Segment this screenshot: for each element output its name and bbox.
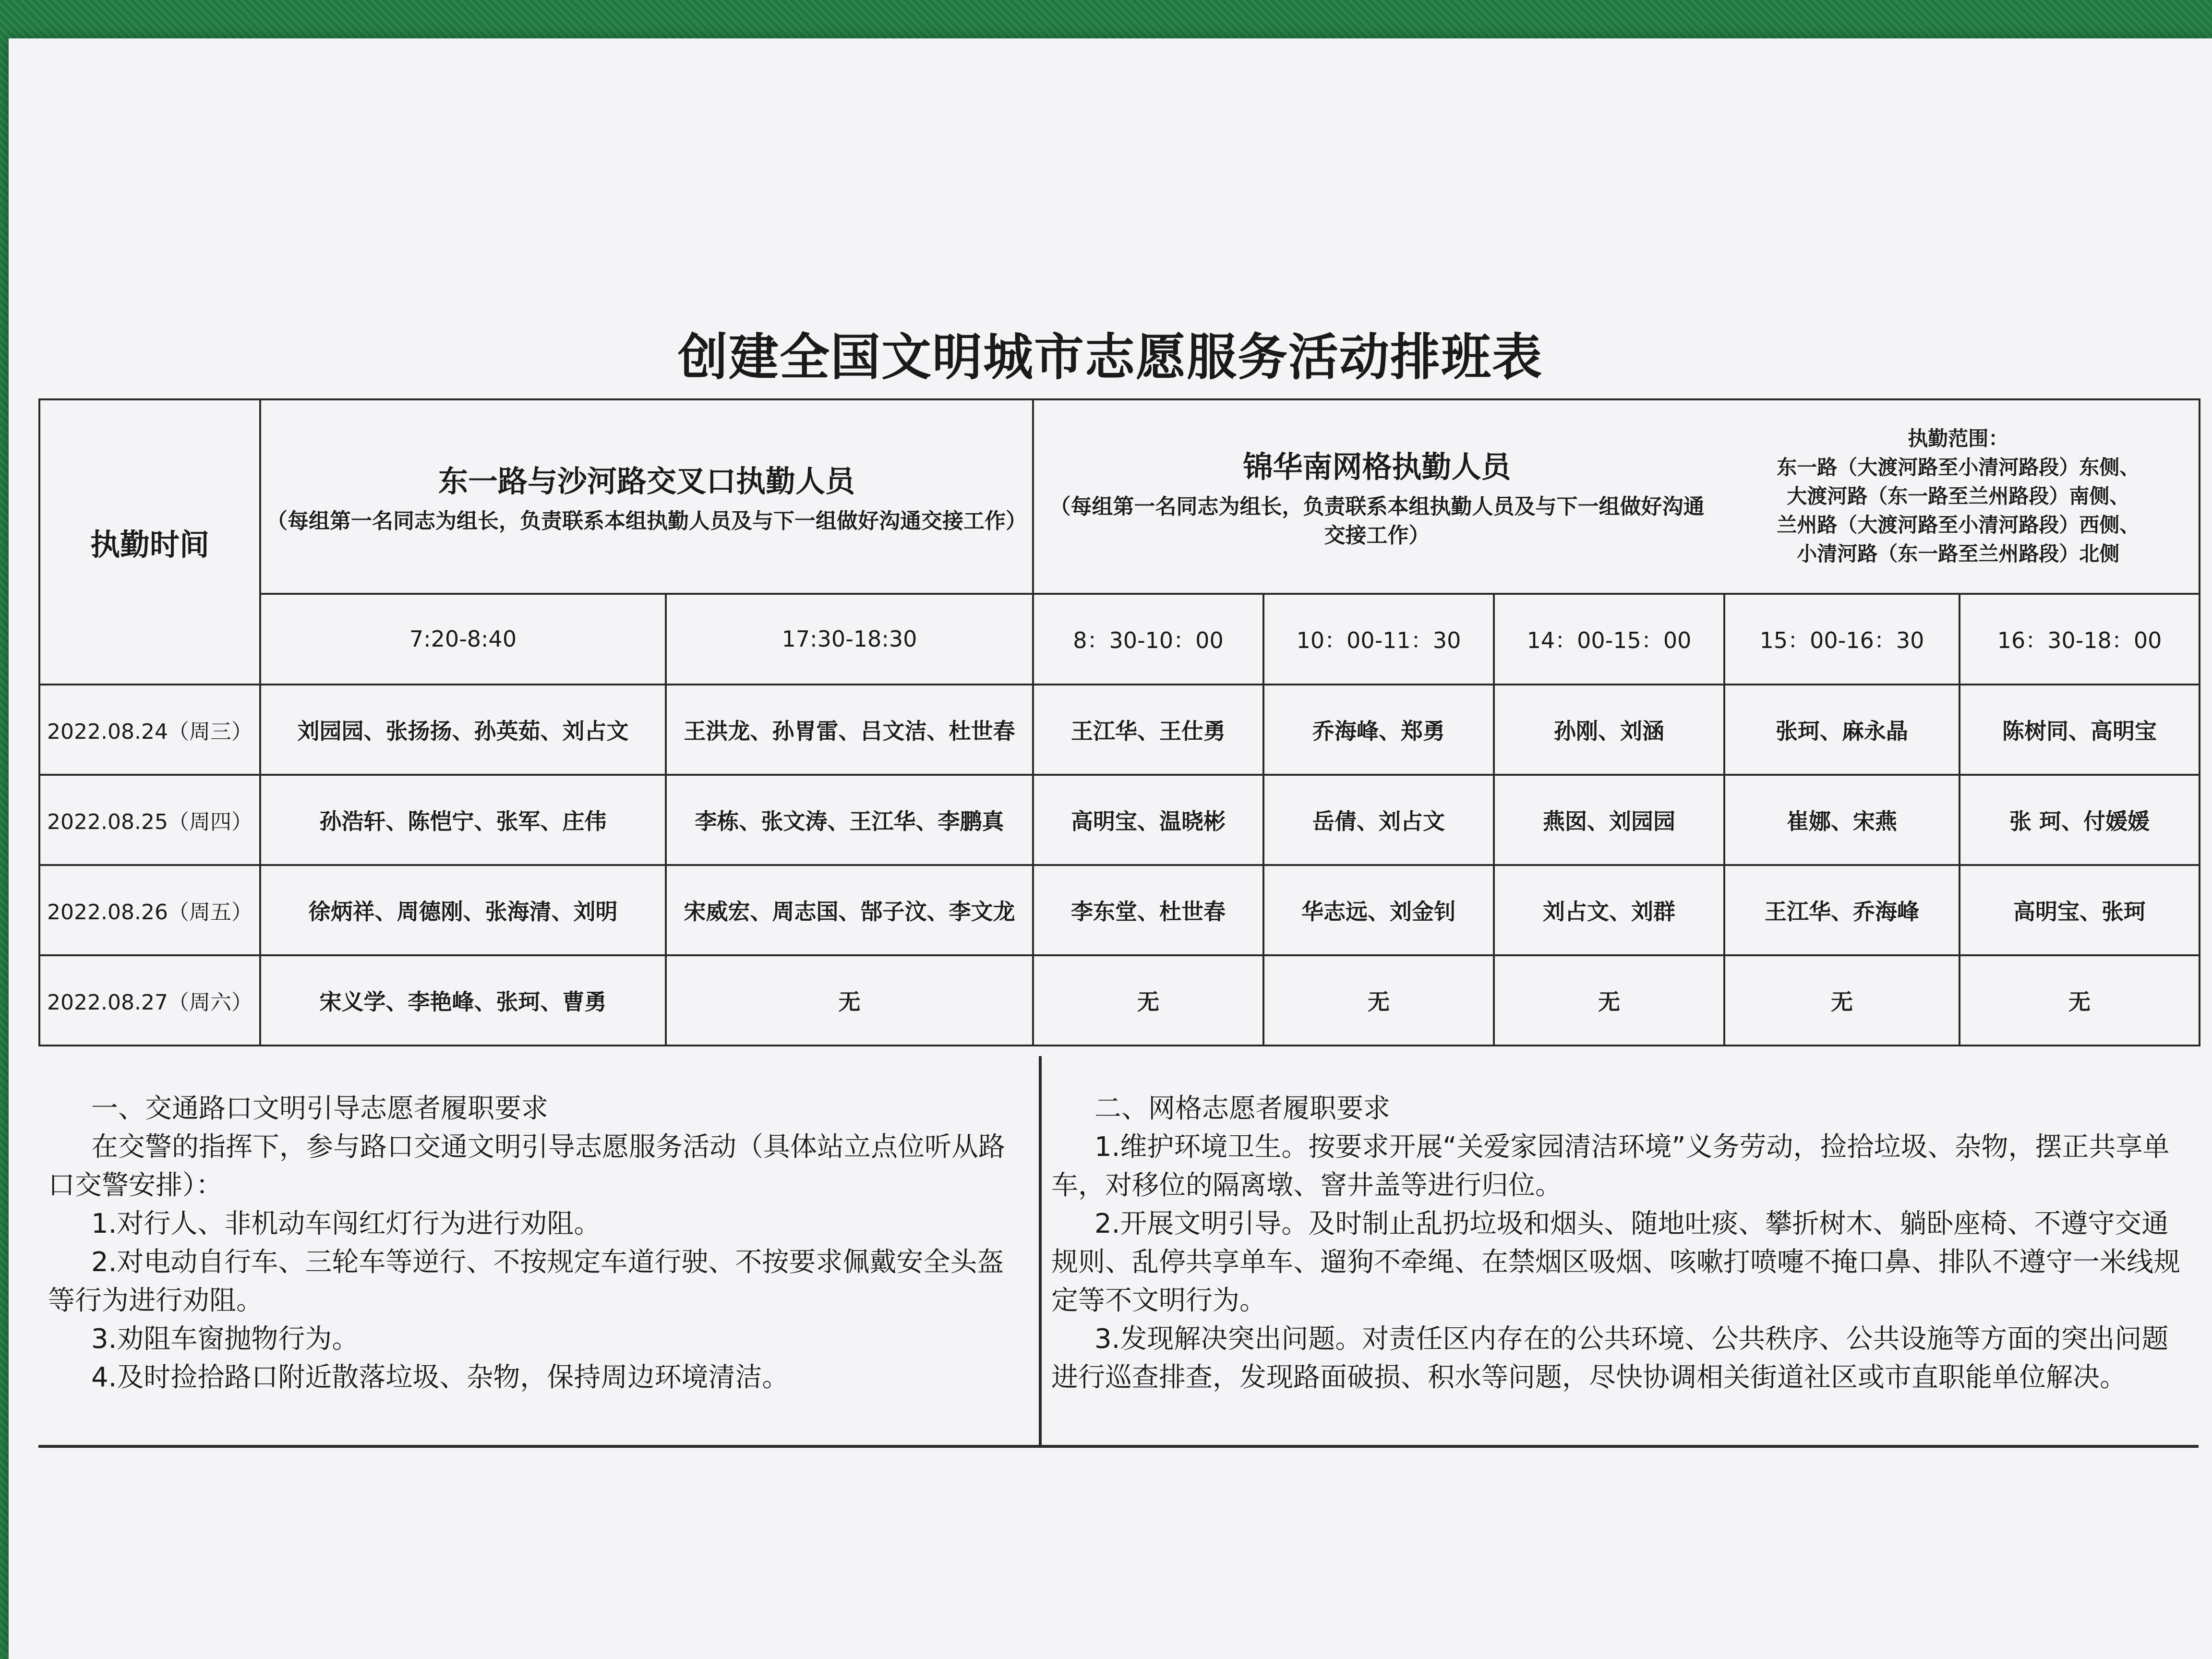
table-row [39,955,2200,1046]
duty-cell: 王江华、乔海峰 [1724,865,1960,955]
section2-heading: 二、网格志愿者履职要求 [1094,1093,1390,1124]
slot-header: 8：30-10：00 [1033,594,1263,685]
duty-cell: 崔娜、宋燕 [1724,775,1960,865]
table-header-row [39,399,2200,594]
duty-cell: 无 [1263,955,1494,1046]
duty-cell: 华志远、刘金钊 [1263,865,1494,955]
date-cell: 2022.08.24（周三） [39,685,260,775]
group1-header [260,399,1033,594]
schedule-table [38,398,2200,1046]
table-row [39,775,2200,865]
scope-line: 东一路（大渡河路至小清河路段）东侧、 [1777,456,2140,480]
slot-header: 16：30-18：00 [1960,594,2200,685]
duty-cell: 无 [1724,955,1960,1046]
section1-item: 1.对行人、非机动车闯红灯行为进行劝阻。 [91,1208,601,1239]
duty-cell: 宋义学、李艳峰、张珂、曹勇 [260,955,666,1046]
time-slot-row [39,594,2200,685]
group1-title: 东一路与沙河路交叉口执勤人员 [438,463,855,499]
traffic-volunteer-requirements [38,1056,1042,1445]
table-row [39,685,2200,775]
date-cell: 2022.08.27（周六） [39,955,260,1046]
duty-cell: 李东堂、杜世春 [1033,865,1263,955]
requirements-sections [38,1056,2199,1448]
duty-cell: 岳倩、刘占文 [1263,775,1494,865]
scope-line: 小清河路（东一路至兰州路段）北侧 [1797,542,2120,566]
duty-cell: 无 [1960,955,2200,1046]
duty-cell: 高明宝、温晓彬 [1033,775,1263,865]
table-row [39,865,2200,955]
group2-header [1033,399,2200,594]
duty-cell: 无 [666,955,1033,1046]
duty-cell: 刘园园、张扬扬、孙英茹、刘占文 [260,685,666,775]
scope-line: 大渡河路（东一路至兰州路段）南侧、 [1787,484,2130,508]
slot-header: 10：00-11：30 [1263,594,1494,685]
scope-line: 兰州路（大渡河路至小清河路段）西侧、 [1777,513,2140,537]
duty-cell: 张 珂、付媛媛 [1960,775,2200,865]
duty-cell: 燕囡、刘园园 [1494,775,1724,865]
slot-header: 14：00-15：00 [1494,594,1724,685]
date-cell: 2022.08.26（周五） [39,865,260,955]
duty-cell: 孙浩轩、陈恺宁、张军、庄伟 [260,775,666,865]
slot-header: 15：00-16：30 [1724,594,1960,685]
section2-item: 2.开展文明引导。及时制止乱扔垃圾和烟头、随地吐痰、攀折树木、躺卧座椅、不遵守交通规则、乱停共享单车、遛狗不牵绳、在禁烟区吸烟、咳嗽打喷嚏不掩口鼻、排队不遵守一米线规定等不文明行为。 [1051,1208,2180,1316]
duty-cell: 王洪龙、孙胃雷、吕文洁、杜世春 [666,685,1033,775]
group2-note: （每组第一名同志为组长，负责联系本组执勤人员及与下一组做好沟通交接工作） [1049,494,1705,548]
duty-cell: 无 [1494,955,1724,1046]
section1-heading: 一、交通路口文明引导志愿者履职要求 [91,1093,548,1124]
scope-label: 执勤范围： [1908,427,2009,451]
time-column-header: 执勤时间 [39,399,260,685]
duty-cell: 刘占文、刘群 [1494,865,1724,955]
duty-cell: 陈树同、高明宝 [1960,685,2200,775]
duty-cell: 王江华、王仕勇 [1033,685,1263,775]
section1-item: 3.劝阻车窗抛物行为。 [91,1323,359,1355]
section1-item: 2.对电动自行车、三轮车等逆行、不按规定车道行驶、不按要求佩戴安全头盔等行为进行劝阻。 [48,1247,1004,1316]
section1-intro: 在交警的指挥下，参与路口交通文明引导志愿服务活动（具体站立点位听从路口交警安排）： [48,1131,1005,1201]
section1-item: 4.及时捡拾路口附近散落垃圾、杂物，保持周边环境清洁。 [91,1362,789,1393]
section2-item: 1.维护环境卫生。按要求开展“关爱家园清洁环境”义务劳动，捡拾垃圾、杂物，摆正共享单车，对移位的隔离墩、窨井盖等进行归位。 [1051,1131,2170,1201]
grid-volunteer-requirements [1042,1056,2199,1445]
date-cell: 2022.08.25（周四） [39,775,260,865]
group1-note: （每组第一名同志为组长，负责联系本组执勤人员及与下一组做好沟通交接工作） [266,508,1027,533]
duty-cell: 高明宝、张珂 [1960,865,2200,955]
duty-cell: 无 [1033,955,1263,1046]
section2-item: 3.发现解决突出问题。对责任区内存在的公共环境、公共秩序、公共设施等方面的突出问题进行巡查排查，发现路面破损、积水等问题，尽快协调相关街道社区或市直职能单位解决。 [1051,1323,2169,1393]
duty-cell: 乔海峰、郑勇 [1263,685,1494,775]
duty-cell: 李栋、张文涛、王江华、李鹏真 [666,775,1033,865]
slot-header: 7:20-8:40 [260,594,666,685]
duty-cell: 张珂、麻永晶 [1724,685,1960,775]
group2-title: 锦华南网格执勤人员 [1243,449,1511,484]
document-title: 创建全国文明城市志愿服务活动排班表 [677,327,1543,386]
duty-cell: 孙刚、刘涵 [1494,685,1724,775]
duty-cell: 徐炳祥、周德刚、张海清、刘明 [260,865,666,955]
duty-cell: 宋威宏、周志国、郜子汶、李文龙 [666,865,1033,955]
slot-header: 17:30-18:30 [666,594,1033,685]
group2-scope [1730,424,2186,568]
